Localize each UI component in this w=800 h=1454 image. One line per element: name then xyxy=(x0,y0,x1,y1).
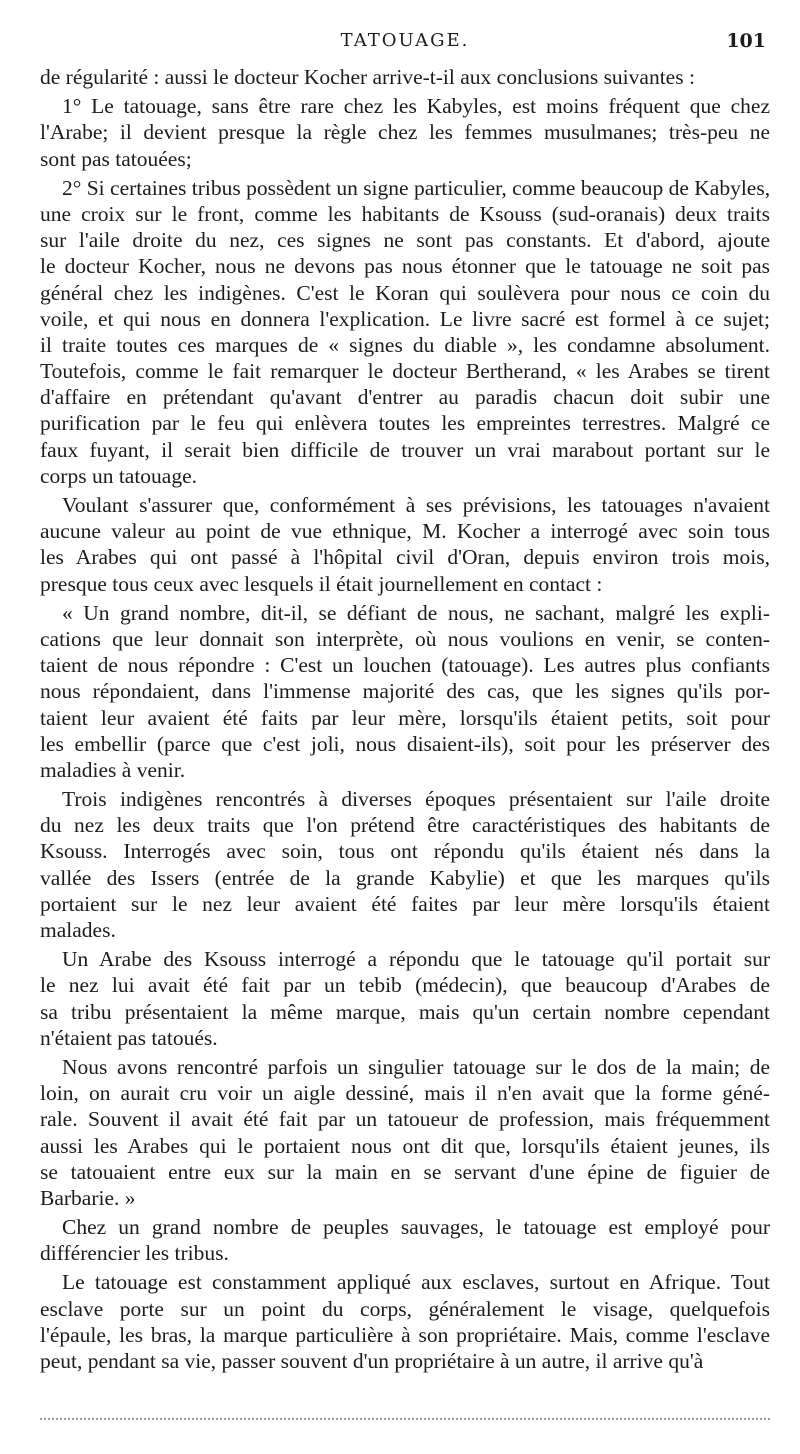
text-line: Ksouss. Interrogés avec soin, tous ont répondu qu'ils étaient nés dans la xyxy=(40,839,770,864)
text-line: différencier les tribus. xyxy=(40,1241,229,1266)
text-line: une croix sur le front, comme les habitants de Ksouss (sud-oranais) deux traits xyxy=(40,201,770,226)
text-line: il traite toutes ces marques de « signes du diable », les condamne absolument. xyxy=(40,332,770,357)
text-line: 1° Le tatouage, sans être rare chez les Kabyles, est moins fréquent que chez xyxy=(62,94,770,119)
page-header xyxy=(40,30,770,58)
text-line: se tatouaient entre eux sur la main en se servant d'une épine de figuier de xyxy=(40,1159,770,1184)
paragraph xyxy=(40,175,770,489)
paragraph xyxy=(40,1269,770,1374)
text-line: nous répondaient, dans l'immense majorité des cas, que les signes qu'ils por- xyxy=(40,679,770,704)
text-line: sont pas tatouées; xyxy=(40,146,192,171)
text-line: rale. Souvent il avait été fait par un tatoueur de profession, mais fréquemment xyxy=(40,1107,770,1132)
text-line: presque tous ceux avec lesquels il était journellement en contact : xyxy=(40,571,603,596)
text-line: sa tribu présentaient la même marque, mais qu'un certain nombre cependant xyxy=(40,999,770,1024)
paragraph xyxy=(40,786,770,943)
text-line: loin, on aurait cru voir un aigle dessiné, mais il n'en avait que la forme géné- xyxy=(40,1081,770,1106)
text-line: Le tatouage est constamment appliqué aux esclaves, surtout en Afrique. Tout xyxy=(62,1270,770,1295)
text-line: faux fuyant, il serait bien difficile de trouver un vrai marabout portant sur le xyxy=(40,437,770,462)
paragraph xyxy=(40,93,770,172)
text-line: vallée des Issers (entrée de la grande Kabylie) et que les marques qu'ils xyxy=(40,865,770,890)
text-line: aucune valeur au point de vue ethnique, M. Kocher a interrogé avec soin tous xyxy=(40,519,770,544)
text-line: n'étaient pas tatoués. xyxy=(40,1025,218,1050)
text-line: esclave porte sur un point du corps, généralement le visage, quelquefois xyxy=(40,1296,770,1321)
text-line: taient de nous répondre : C'est un louchen (tatouage). Les autres plus confiants xyxy=(40,653,770,678)
text-line: de régularité : aussi le docteur Kocher arrive-t-il aux conclusions suivantes : xyxy=(40,65,695,89)
text-line: Chez un grand nombre de peuples sauvages, le tatouage est employé pour xyxy=(62,1215,770,1240)
text-line: Voulant s'assurer que, conformément à ses prévisions, les tatouages n'avaient xyxy=(62,493,770,517)
text-line: Trois indigènes rencontrés à diverses époques présentaient sur l'aile droite xyxy=(62,787,770,812)
text-line: le nez lui avait été fait par un tebib (médecin), que beaucoup d'Arabes de xyxy=(40,973,770,998)
text-line: d'affaire en prétendant qu'avant d'entrer au paradis chacun doit subir une xyxy=(40,385,770,410)
text-line: Nous avons rencontré parfois un singulier tatouage sur le dos de la main; de xyxy=(62,1054,770,1079)
text-line: « Un grand nombre, dit-il, se défiant de nous, ne sachant, malgré les expli- xyxy=(62,600,770,625)
text-line: aussi les Arabes qui le portaient nous ont dit que, lorsqu'ils étaient jeunes, ils xyxy=(40,1133,770,1158)
text-line: du nez les deux traits que l'on prétend être caractéristiques des habitants de xyxy=(40,813,770,838)
paragraph xyxy=(40,1054,770,1211)
text-line: sur l'aile droite du nez, ces signes ne sont pas constants. Et d'abord, ajoute xyxy=(40,228,770,253)
text-line: corps un tatouage. xyxy=(40,463,198,488)
text-line: Toutefois, comme le fait remarquer le docteur Bertherand, « les Arabes se tirent xyxy=(40,359,770,384)
text-line: le docteur Kocher, nous ne devons pas nous étonner que le tatouage ne soit pas xyxy=(40,254,770,279)
text-line: peut, pendant sa vie, passer souvent d'un propriétaire à un autre, il arrive qu'à xyxy=(40,1349,704,1373)
text-line: l'Arabe; il devient presque la règle chez les femmes musulmanes; très-peu ne xyxy=(40,120,770,145)
text-line: général chez les indigènes. C'est le Koran qui soulèvera pour nous ce coin du xyxy=(40,280,770,305)
text-line: voile, et qui nous en donnera l'explication. Le livre sacré est formel à ce sujet; xyxy=(40,306,770,331)
text-line: purification par le feu qui enlèvera toutes les empreintes terrestres. Malgré ce xyxy=(40,411,770,436)
text-line: 2° Si certaines tribus possèdent un signe particulier, comme beaucoup de Kabyles, xyxy=(62,175,771,200)
page-number: 101 xyxy=(726,30,766,52)
running-title: TATOUAGE. xyxy=(340,30,470,51)
text-line: portaient sur le nez leur avaient été faites par leur mère lorsqu'ils étaient xyxy=(40,891,770,916)
text-line: maladies à venir. xyxy=(40,757,186,782)
text-line: malades. xyxy=(40,918,116,942)
text-line: taient leur avaient été faits par leur mère, lorsqu'ils étaient petits, soit pour xyxy=(40,705,770,730)
paragraph xyxy=(40,946,770,1051)
paragraph xyxy=(40,1214,770,1266)
paragraph xyxy=(40,600,770,783)
text-line: les embellir (parce que c'est joli, nous disaient-ils), soit pour les préserver des xyxy=(40,731,770,756)
paragraph xyxy=(40,492,770,597)
text-line: Un Arabe des Ksouss interrogé a répondu que le tatouage qu'il portait sur xyxy=(62,947,770,972)
text-line: l'épaule, les bras, la marque particulière à son propriétaire. Mais, comme l'esclave xyxy=(40,1322,770,1347)
paragraph xyxy=(40,64,770,90)
body-text xyxy=(40,64,770,1374)
text-line: les Arabes qui ont passé à l'hôpital civil d'Oran, depuis environ trois mois, xyxy=(40,545,770,570)
text-line: Barbarie. » xyxy=(40,1185,136,1210)
page-bottom-rule xyxy=(40,1418,770,1422)
text-line: cations que leur donnait son interprète, où nous voulions en venir, se conten- xyxy=(40,626,770,651)
